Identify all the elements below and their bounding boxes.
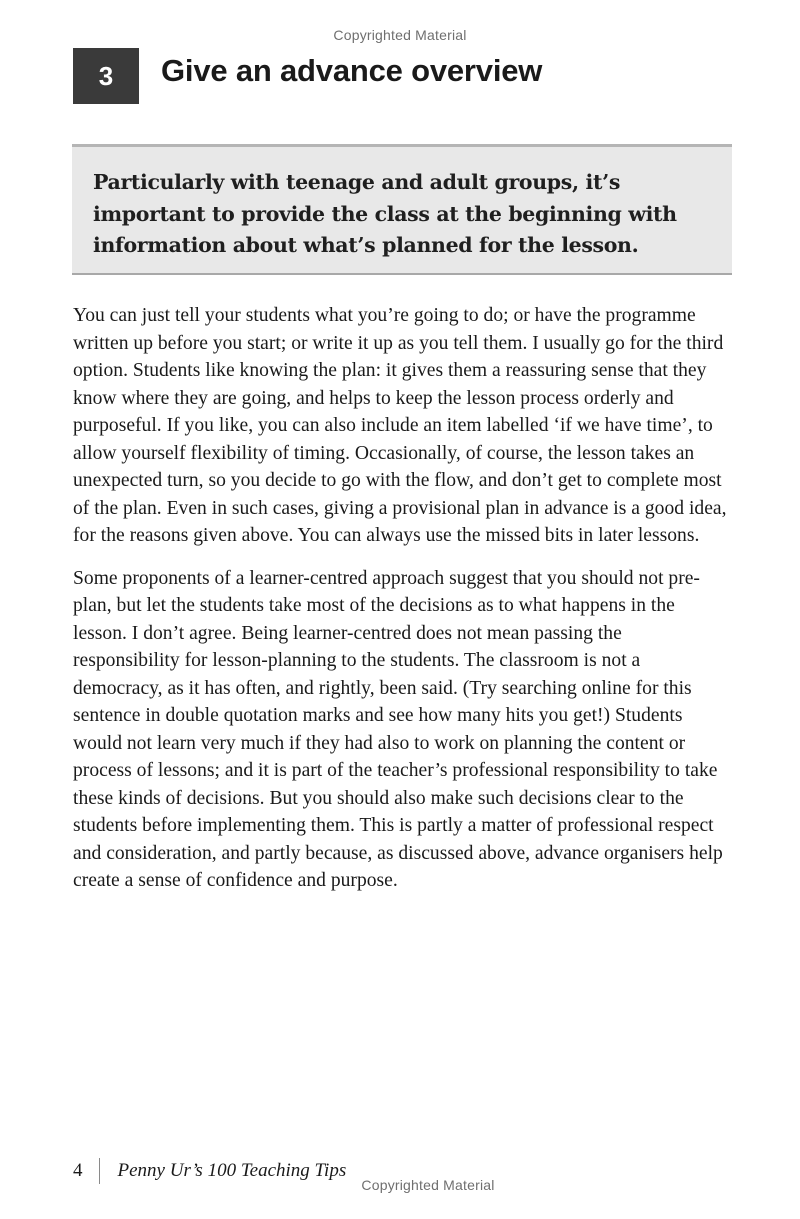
chapter-title: Give an advance overview (161, 53, 543, 88)
summary-text: Particularly with teenage and adult groups, it’s important to provide the class at the beginning with information about what’s planned for the lesson. (93, 170, 677, 257)
summary-box (72, 144, 732, 275)
chapter-header (73, 48, 542, 104)
footer-divider (99, 1158, 100, 1184)
chapter-number-badge: 3 (73, 48, 139, 104)
body-text (73, 302, 733, 910)
running-title: Penny Ur’s 100 Teaching Tips (117, 1160, 347, 1181)
body-paragraph-2: Some proponents of a learner-centred approach suggest that you should not pre-plan, but let the students take most of the decisions as to what happens in the lesson. I don’t agree. Being learner-centred does not mean passing the responsibility for lesson-planning to the students. The classroom is not a democracy, as it has often, and rightly, been said. (Try searching online for this sentence in double quotation marks and see how many hits you get!) Students would not learn very much if they had also to work on planning the content or process of lessons; and it is part of the teacher’s professional responsibility to take these kinds of decisions. But you should also make such decisions clear to the students before implementing them. This is partly a matter of professional respect and consideration, and partly because, as discussed above, advance organisers help create a sense of confidence and purpose. (73, 567, 723, 891)
copyright-watermark-bottom: Copyrighted Material (361, 1177, 495, 1193)
copyright-watermark-top: Copyrighted Material (333, 27, 467, 43)
page-number: 4 (73, 1160, 83, 1181)
body-paragraph-1: You can just tell your students what you’re going to do; or have the programme written up before you start; or write it up as you tell them. I usually go for the third option. Students like knowing the plan: it gives them a reassuring sense that they know where they are going, and helps to keep the lesson process orderly and purposeful. If you like, you can also include an item labelled ‘if we have time’, to allow yourself flexibility of timing. Occasionally, of course, the lesson takes an unexpected turn, so you decide to go with the flow, and don’t get to complete most of the plan. Even in such cases, giving a provisional plan in advance is a good idea, for the reasons given above. You can always use the missed bits in later lessons. (73, 305, 727, 546)
